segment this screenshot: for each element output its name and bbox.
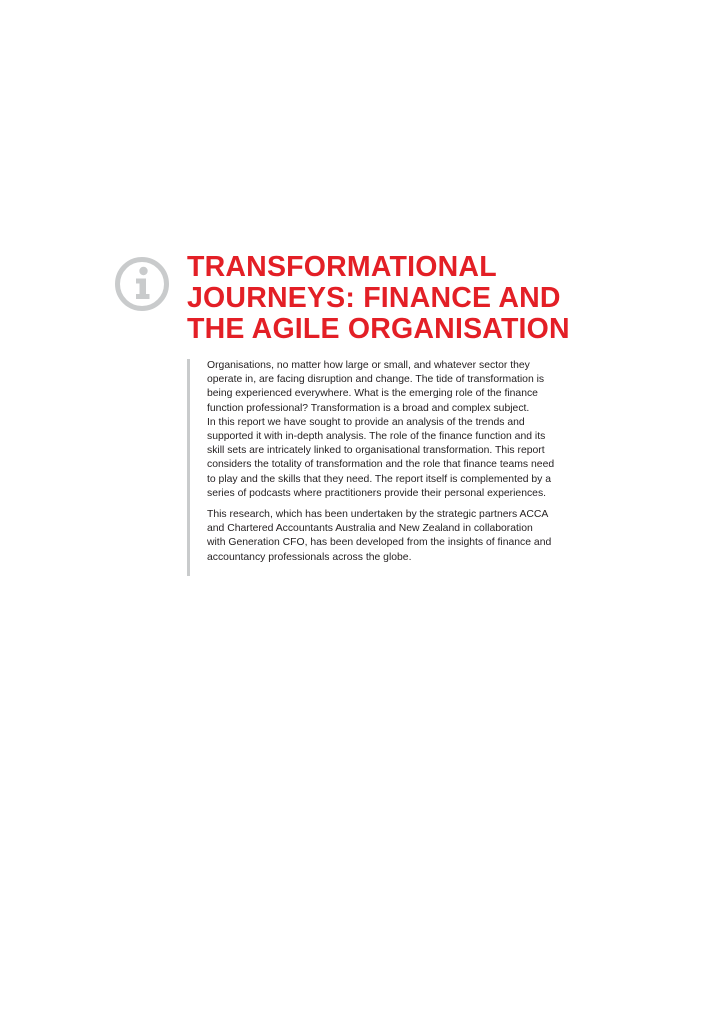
body-text-block bbox=[187, 359, 587, 576]
title-line: TRANSFORMATIONAL bbox=[187, 251, 497, 283]
text-line: being experienced everywhere. What is the emerging role of the finance bbox=[207, 388, 538, 400]
text-line: This research, which has been undertaken by the strategic partners ACCA bbox=[207, 509, 549, 521]
info-icon bbox=[114, 256, 170, 312]
research-paragraph bbox=[207, 508, 587, 565]
page-title bbox=[187, 252, 607, 345]
text-line: function professional? Transformation is a broad and complex subject. bbox=[207, 402, 530, 414]
text-line: operate in, are facing disruption and change. The tide of transformation is bbox=[207, 374, 545, 386]
text-line: and Chartered Accountants Australia and New Zealand in collaboration bbox=[207, 523, 533, 535]
text-line: Organisations, no matter how large or small, and whatever sector they bbox=[207, 360, 530, 371]
text-line: supported it with in-depth analysis. The role of the finance function and its bbox=[207, 431, 546, 443]
text-line: with Generation CFO, has been developed from the insights of finance and bbox=[207, 537, 552, 549]
text-line: series of podcasts where practitioners provide their personal experiences. bbox=[207, 487, 547, 499]
text-line: to play and the skills that they need. The report itself is complemented by a bbox=[207, 473, 552, 485]
text-line: considers the totality of transformation and the role that finance teams need bbox=[207, 459, 555, 471]
title-line: JOURNEYS: FINANCE AND bbox=[187, 282, 561, 314]
text-line: skill sets are intricately linked to organisational transformation. This report bbox=[207, 445, 545, 457]
text-line: accountancy professionals across the globe. bbox=[207, 551, 412, 563]
title-line: THE AGILE ORGANISATION bbox=[187, 313, 570, 345]
intro-paragraph bbox=[207, 359, 587, 501]
text-line: In this report we have sought to provide an analysis of the trends and bbox=[207, 416, 525, 428]
